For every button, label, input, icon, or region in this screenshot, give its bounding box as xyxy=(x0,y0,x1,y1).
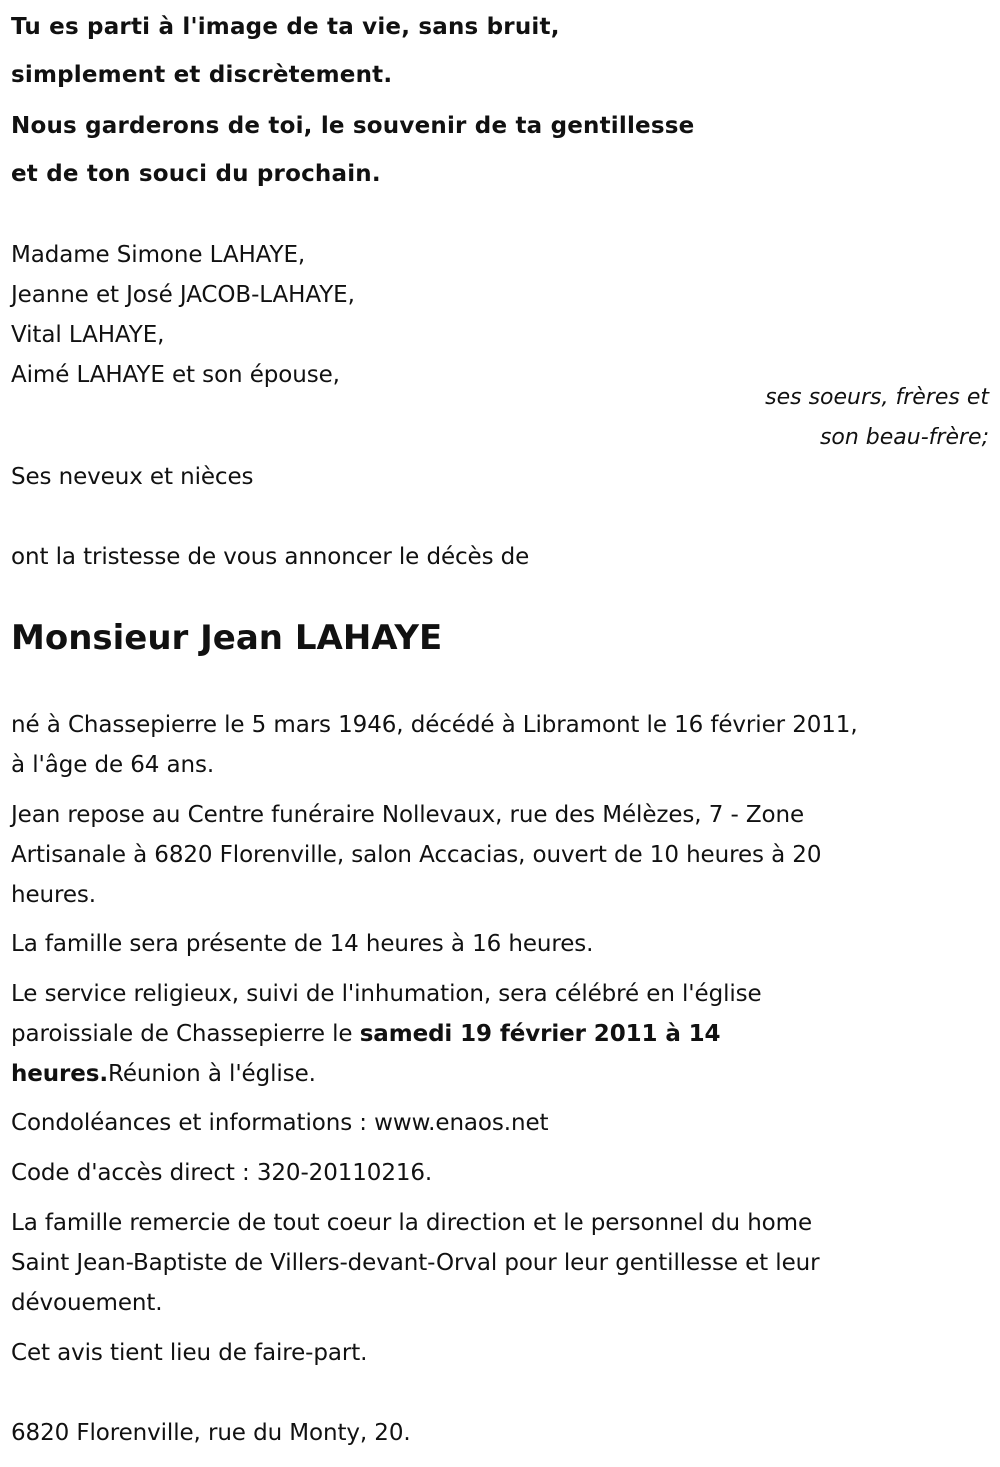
poem-line: et de ton souci du prochain. xyxy=(11,161,381,187)
service-date: heures. xyxy=(11,1061,109,1087)
address: 6820 Florenville, rue du Monty, 20. xyxy=(11,1420,411,1446)
poem-line: Tu es parti à l'image de ta vie, sans bruit, xyxy=(11,14,560,40)
repose-line: heures. xyxy=(11,882,96,908)
birth-death-line: à l'âge de 64 ans. xyxy=(11,752,215,778)
family-member: Jeanne et José JACOB-LAHAYE, xyxy=(11,282,355,308)
family-member: Vital LAHAYE, xyxy=(11,322,165,348)
poem-line: simplement et discrètement. xyxy=(11,62,393,88)
birth-death-line: né à Chassepierre le 5 mars 1946, décédé à Libramont le 16 février 2011, xyxy=(11,712,858,738)
announcement: ont la tristesse de vous annoncer le décès de xyxy=(11,544,530,570)
service-line xyxy=(11,1019,720,1049)
family-relation: ses soeurs, frères et xyxy=(765,385,989,410)
repose-line: Jean repose au Centre funéraire Nollevaux, rue des Mélèzes, 7 - Zone xyxy=(11,802,805,828)
deceased-name: Monsieur Jean LAHAYE xyxy=(11,618,443,658)
family-member: Madame Simone LAHAYE, xyxy=(11,242,306,268)
family-presence: La famille sera présente de 14 heures à 16 heures. xyxy=(11,931,594,957)
thanks-line: dévouement. xyxy=(11,1290,163,1316)
service-text: Réunion à l'église. xyxy=(108,1061,316,1087)
repose-line: Artisanale à 6820 Florenville, salon Accacias, ouvert de 10 heures à 20 xyxy=(11,842,822,868)
thanks-line: Saint Jean-Baptiste de Villers-devant-Orval pour leur gentillesse et leur xyxy=(11,1250,820,1276)
service-line xyxy=(11,1059,316,1089)
service-date: samedi 19 février 2011 à 14 xyxy=(359,1021,721,1047)
family-member: Aimé LAHAYE et son épouse, xyxy=(11,362,340,388)
notice: Cet avis tient lieu de faire-part. xyxy=(11,1340,368,1366)
thanks-line: La famille remercie de tout coeur la direction et le personnel du home xyxy=(11,1210,813,1236)
access-code: Code d'accès direct : 320-20110216. xyxy=(11,1160,433,1186)
family-relation: son beau-frère; xyxy=(819,425,989,450)
condolences: Condoléances et informations : www.enaos.net xyxy=(11,1110,549,1136)
service-line: Le service religieux, suivi de l'inhumation, sera célébré en l'église xyxy=(11,981,762,1007)
poem-line: Nous garderons de toi, le souvenir de ta gentillesse xyxy=(11,113,695,139)
nephews: Ses neveux et nièces xyxy=(11,464,254,490)
service-text: paroissiale de Chassepierre le xyxy=(11,1021,360,1047)
